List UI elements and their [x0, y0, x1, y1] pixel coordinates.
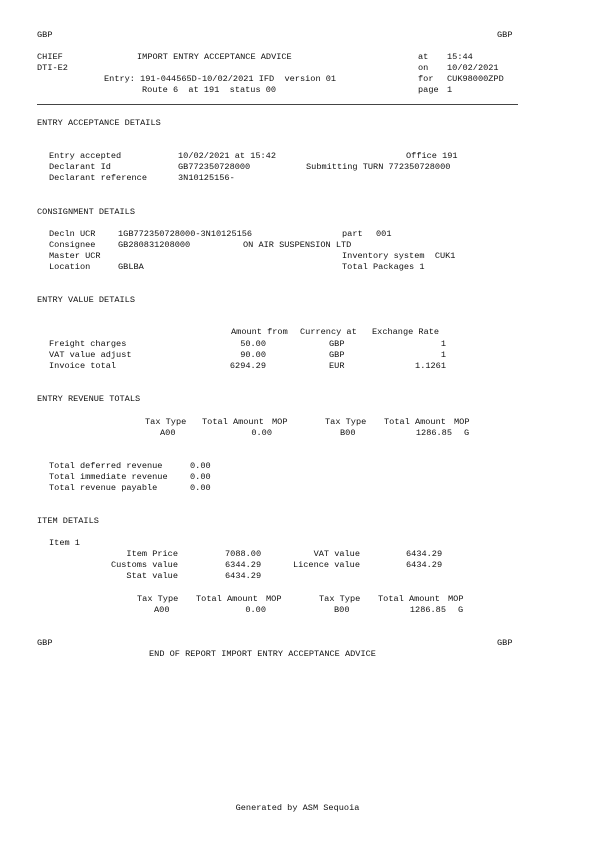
- item-label: Item 1: [49, 538, 80, 548]
- item-col-tax-type-right: Tax Type: [319, 594, 361, 604]
- at-label: at: [418, 52, 429, 62]
- freight-charges-amount: 50.00: [240, 339, 266, 349]
- declarant-id-value: GB772350728000: [178, 162, 251, 172]
- total-packages: Total Packages 1: [342, 262, 425, 272]
- customs-value-value: 6344.29: [225, 560, 262, 570]
- total-revenue-payable-value: 0.00: [190, 483, 211, 493]
- declarant-reference-label: Declarant reference: [49, 173, 147, 183]
- footer-left-currency: GBP: [37, 638, 53, 648]
- report-title: IMPORT ENTRY ACCEPTANCE ADVICE: [137, 52, 292, 62]
- consignee-label: Consignee: [49, 240, 96, 250]
- vat-value-adjust-rate: 1: [440, 350, 446, 360]
- consignee-name: ON AIR SUSPENSION LTD: [243, 240, 352, 250]
- invoice-total-amount: 6294.29: [229, 361, 266, 371]
- at-time: 15:44: [447, 52, 473, 62]
- end-of-report: END OF REPORT IMPORT ENTRY ACCEPTANCE ADVICE: [149, 649, 376, 659]
- total-revenue-payable-label: Total revenue payable: [49, 483, 158, 493]
- for-label: for: [418, 74, 434, 84]
- vat-value-adjust-label: VAT value adjust: [49, 350, 132, 360]
- revenue-col-tax-type-right: Tax Type: [325, 417, 367, 427]
- licence-value-value: 6434.29: [406, 560, 443, 570]
- part-value: 001: [376, 229, 392, 239]
- vat-value-adjust-amount: 90.00: [240, 350, 266, 360]
- item-price-value: 7088.00: [225, 549, 262, 559]
- item-col-tax-type-left: Tax Type: [137, 594, 179, 604]
- part-label: part: [342, 229, 363, 239]
- master-ucr-label: Master UCR: [49, 251, 101, 261]
- invoice-total-currency: EUR: [329, 361, 345, 371]
- invoice-total-label: Invoice total: [49, 361, 117, 371]
- route-line: Route 6 at 191 status 00: [142, 85, 277, 95]
- item-amount-a00: 0.00: [245, 605, 266, 615]
- vat-value-value: 6434.29: [406, 549, 443, 559]
- item-col-total-amount-right: Total Amount: [378, 594, 440, 604]
- generated-by: Generated by ASM Sequoia: [235, 803, 360, 813]
- consignee-value: GB280831208000: [118, 240, 191, 250]
- revenue-mop-b00: G: [464, 428, 470, 438]
- on-date: 10/02/2021: [447, 63, 499, 73]
- decln-ucr-label: Decln UCR: [49, 229, 96, 239]
- item-price-label: Item Price: [126, 549, 178, 559]
- submitting-turn: Submitting TURN 772350728000: [306, 162, 451, 172]
- page-header-left-currency: GBP: [37, 30, 53, 40]
- column-currency-at: Currency at: [300, 327, 357, 337]
- page-number: 1: [447, 85, 453, 95]
- entry-accepted-value: 10/02/2021 at 15:42: [178, 151, 276, 161]
- location-label: Location: [49, 262, 91, 272]
- column-exchange-rate: Exchange Rate: [372, 327, 440, 337]
- consignment-heading: CONSIGNMENT DETAILS: [37, 207, 135, 217]
- terminal-id: DTI-E2: [37, 63, 68, 73]
- total-deferred-revenue-value: 0.00: [190, 461, 211, 471]
- item-col-mop-right: MOP: [448, 594, 464, 604]
- page-label: page: [418, 85, 439, 95]
- revenue-tax-type-a00: A00: [160, 428, 176, 438]
- entry-value-heading: ENTRY VALUE DETAILS: [37, 295, 135, 305]
- item-tax-type-a00: A00: [154, 605, 170, 615]
- vat-value-adjust-currency: GBP: [329, 350, 345, 360]
- office: Office 191: [406, 151, 458, 161]
- entry-accepted-label: Entry accepted: [49, 151, 122, 161]
- on-label: on: [418, 63, 429, 73]
- item-col-mop-left: MOP: [266, 594, 282, 604]
- revenue-tax-type-b00: B00: [340, 428, 356, 438]
- item-mop-b00: G: [458, 605, 464, 615]
- declarant-id-label: Declarant Id: [49, 162, 111, 172]
- footer-right-currency: GBP: [497, 638, 513, 648]
- system-name: CHIEF: [37, 52, 63, 62]
- inventory-system: Inventory system CUK1: [342, 251, 456, 261]
- total-immediate-revenue-label: Total immediate revenue: [49, 472, 168, 482]
- total-deferred-revenue-label: Total deferred revenue: [49, 461, 163, 471]
- revenue-col-mop-right: MOP: [454, 417, 470, 427]
- stat-value-label: Stat value: [126, 571, 178, 581]
- entry-acceptance-heading: ENTRY ACCEPTANCE DETAILS: [37, 118, 161, 128]
- stat-value-value: 6434.29: [225, 571, 262, 581]
- customs-value-label: Customs value: [110, 560, 178, 570]
- for-value: CUK98000ZPD: [447, 74, 504, 84]
- invoice-total-rate: 1.1261: [415, 361, 446, 371]
- revenue-heading: ENTRY REVENUE TOTALS: [37, 394, 141, 404]
- freight-charges-label: Freight charges: [49, 339, 127, 349]
- vat-value-label: VAT value: [313, 549, 360, 559]
- item-amount-b00: 1286.85: [409, 605, 446, 615]
- revenue-amount-a00: 0.00: [251, 428, 272, 438]
- item-tax-type-b00: B00: [334, 605, 350, 615]
- revenue-col-mop-left: MOP: [272, 417, 288, 427]
- item-col-total-amount-left: Total Amount: [196, 594, 258, 604]
- licence-value-label: Licence value: [292, 560, 360, 570]
- freight-charges-currency: GBP: [329, 339, 345, 349]
- freight-charges-rate: 1: [440, 339, 446, 349]
- revenue-amount-b00: 1286.85: [415, 428, 452, 438]
- location-value: GBLBA: [118, 262, 144, 272]
- total-immediate-revenue-value: 0.00: [190, 472, 211, 482]
- declarant-reference-value: 3N10125156-: [178, 173, 235, 183]
- revenue-col-tax-type-left: Tax Type: [145, 417, 187, 427]
- header-divider: [37, 104, 518, 105]
- page-header-right-currency: GBP: [497, 30, 513, 40]
- decln-ucr-value: 1GB772350728000-3N10125156: [118, 229, 253, 239]
- revenue-col-total-amount-right: Total Amount: [384, 417, 446, 427]
- item-details-heading: ITEM DETAILS: [37, 516, 99, 526]
- column-amount-from: Amount from: [231, 327, 288, 337]
- entry-line: Entry: 191-044565D-10/02/2021 IFD version 01: [104, 74, 337, 84]
- revenue-col-total-amount-left: Total Amount: [202, 417, 264, 427]
